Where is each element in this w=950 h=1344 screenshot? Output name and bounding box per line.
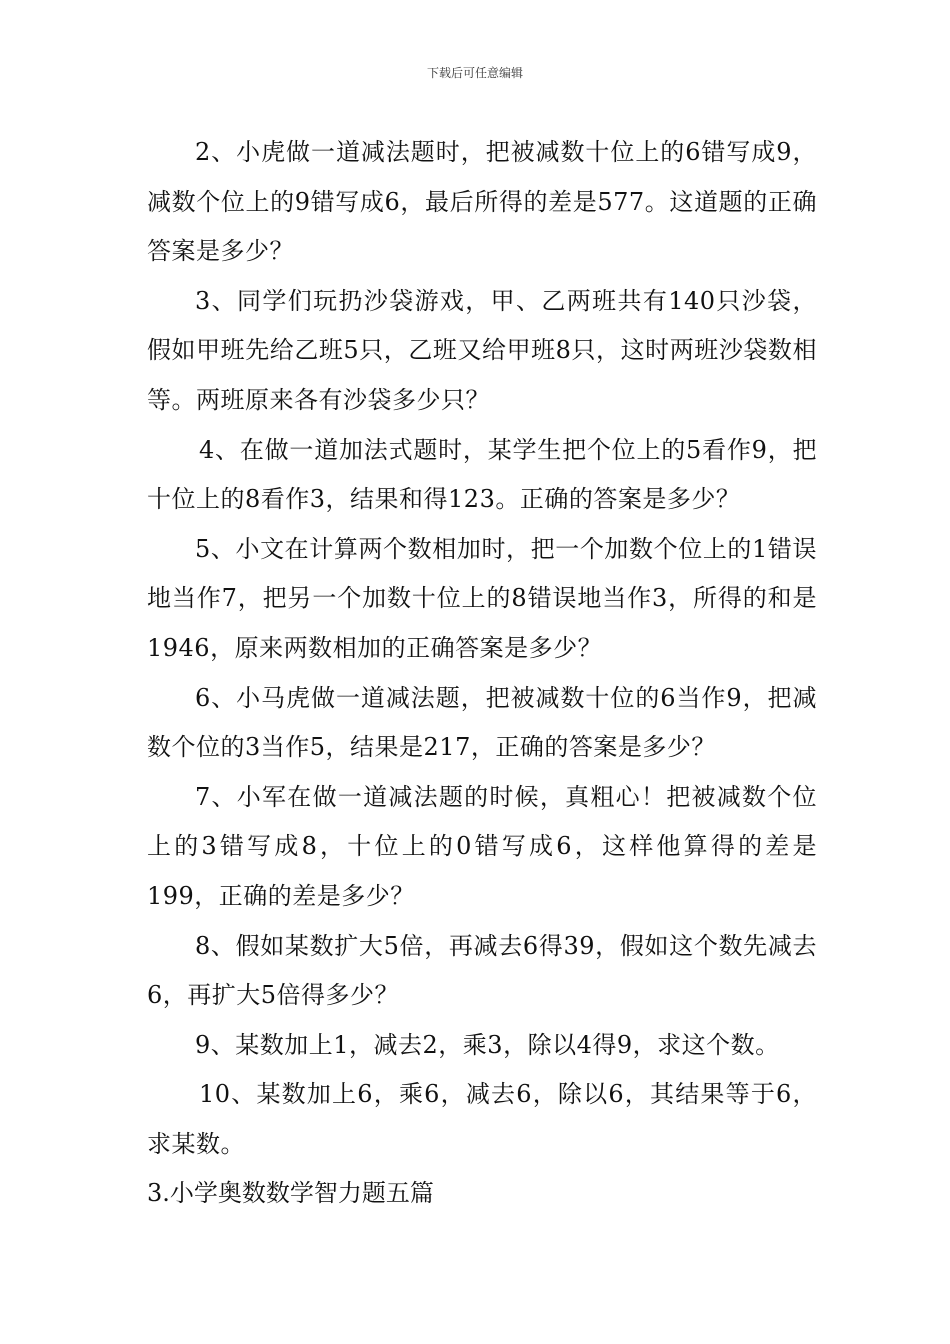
problem-6: 6、小马虎做一道减法题，把被减数十位的6当作9，把减数个位的3当作5，结果是217，正确的答案是多少？ — [147, 683, 817, 762]
page-header-note: 下载后可任意编辑 — [426, 66, 523, 80]
problem-2: 2、小虎做一道减法题时，把被减数十位上的6错写成9，减数个位上的9错写成6，最后所得的差是577。这道题的正确答案是多少？ — [147, 138, 817, 266]
problem-10: 10、某数加上6，乘6，减去6，除以6，其结果等于6，求某数。 — [147, 1080, 817, 1158]
problem-5: 5、小文在计算两个数相加时，把一个加数个位上的1错误地当作7，把另一个加数十位上的8错误地当作3，所得的和是1946，原来两数相加的正确答案是多少？ — [147, 534, 817, 662]
problem-9: 9、某数加上1，减去2，乘3，除以4得9，求这个数。 — [195, 1030, 780, 1059]
document-body — [147, 128, 817, 1219]
section-heading: 3.小学奥数数学智力题五篇 — [147, 1179, 434, 1208]
problem-3: 3、同学们玩扔沙袋游戏，甲、乙两班共有140只沙袋，假如甲班先给乙班5只，乙班又给甲班8只，这时两班沙袋数相等。两班原来各有沙袋多少只？ — [147, 286, 817, 414]
problem-8: 8、假如某数扩大5倍，再减去6得39，假如这个数先减去6，再扩大5倍得多少？ — [147, 931, 817, 1010]
problem-4: 4、在做一道加法式题时，某学生把个位上的5看作9，把十位上的8看作3，结果和得123。正确的答案是多少？ — [147, 435, 817, 514]
problem-7: 7、小军在做一道减法题的时候，真粗心！把被减数个位上的3错写成8，十位上的0错写成6，这样他算得的差是199，正确的差是多少？ — [147, 782, 817, 910]
